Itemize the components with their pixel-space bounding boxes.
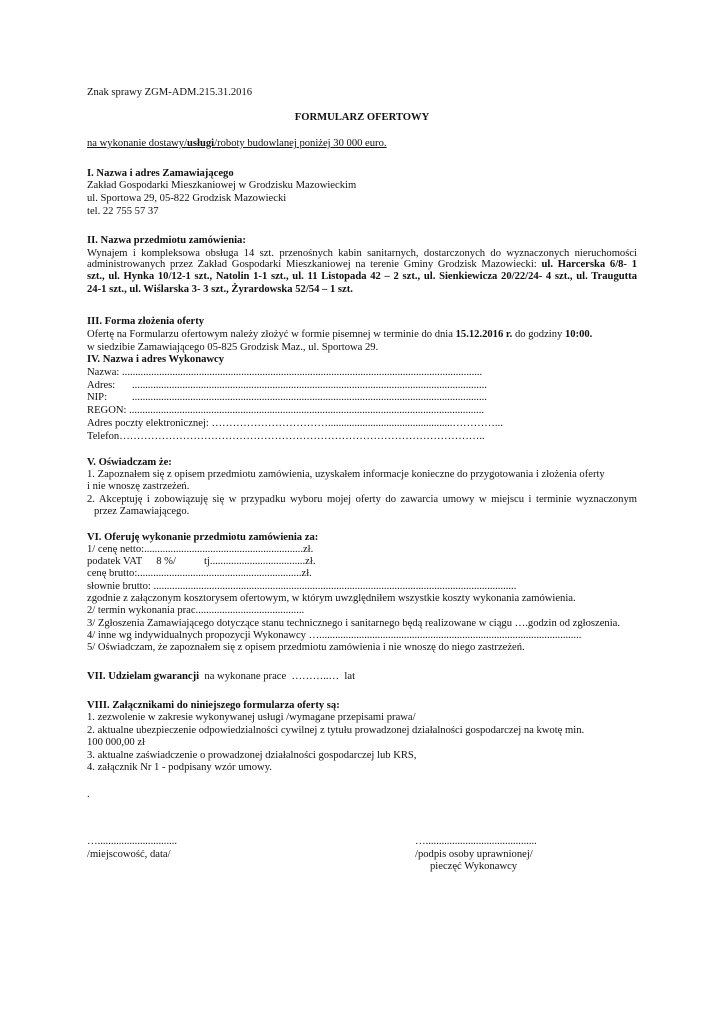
contractor-regon-field[interactable]: REGON: ...................................................................................................................................... [87,405,484,416]
section-8-heading: VIII. Załącznikami do niniejszego formularza oferty są: [87,700,340,711]
buyer-name: Zakład Gospodarki Mieszkaniowej w Grodzisku Mazowieckim [87,180,357,191]
section-5-heading: V. Oświadczam że: [87,457,172,468]
signature-field[interactable]: ….......................................... [415,836,537,847]
place-date-label: /miejscowość, data/ [87,849,171,860]
signature-label: /podpis osoby uprawnionej/ [415,849,533,860]
buyer-phone: tel. 22 755 57 37 [87,206,159,217]
subject-line-4: 24-1 szt., ul. Wiślarska 3- 3 szt., Żyrardowska 52/54 – 1 szt. [87,284,353,295]
no-objections-statement: 5/ Oświadczam, że zapoznałem się z opisem przedmiotu zamówienia i nie wnoszę do niego zastrzeżeń. [87,642,525,653]
submission-deadline: Ofertę na Formularzu ofertowym należy złożyć w formie pisemnej w terminie do dnia 15.12.2016 r. do godziny 10:00. [87,329,593,340]
case-reference: Znak sprawy ZGM-ADM.215.31.2016 [87,87,253,98]
attachment-item: 4. załącznik Nr 1 - podpisany wzór umowy. [87,762,272,773]
attachment-item: 1. zezwolenie w zakresie wykonywanej usługi /wymagane przepisami prawa/ [87,712,416,723]
attachment-item-cont: 100 000,00 zł [87,737,145,748]
contractor-nip-field[interactable]: NIP: ...................................................................................................................................... [87,392,487,403]
section-6-heading: VI. Oferuję wykonanie przedmiotu zamówienia za: [87,532,319,543]
section-3-heading: III. Forma złożenia oferty [87,316,205,327]
contractor-address-field[interactable]: Adres: ...................................................................................................................................... [87,380,487,391]
section-4-heading: IV. Nazwa i adres Wykonawcy [87,354,225,365]
cost-estimate-note: zgodnie z załączonym kosztorysem ofertowym, w którym uwzględniłem wszystkie koszty wykonania zamówienia. [87,593,576,604]
contractor-phone-field[interactable]: Telefon………………………………………………………………………………………….. [87,431,485,442]
section-2-heading: II. Nazwa przedmiotu zamówienia: [87,235,246,246]
section-1-heading: I. Nazwa i adres Zamawiającego [87,168,234,179]
form-subtitle: na wykonanie dostawy/usługi/roboty budowlanej poniżej 30 000 euro. [87,138,387,149]
response-time-field[interactable]: 3/ Zgłoszenia Zamawiającego dotyczące stanu technicznego i sanitarnego będą realizowane w ciągu ….godzin od zgłoszenia. [87,618,620,629]
attachment-item: 3. aktualne zaświadczenie o prowadzonej działalności gospodarczej lub KRS, [87,750,417,761]
vat-field[interactable]: podatek VAT 8 %/ tj....................................zł. [87,556,316,567]
gross-in-words-field[interactable]: słownie brutto: ......................................................................................................................................... [87,581,517,592]
stamp-label: pieczęć Wykonawcy [430,861,518,872]
net-price-field[interactable]: 1/ cenę netto:............................................................zł. [87,544,314,555]
declaration-1-cont: i nie wnoszę zastrzeżeń. [87,481,190,492]
declaration-2-cont: przez Zamawiającego. [94,506,190,517]
subject-line-2: administrowanych przez Zakład Gospodarki Mieszkaniowej na terenie Gminy Grodzisk Mazowiecki: ul. Harcerska 6/8- 1 [87,259,637,270]
completion-date-field[interactable]: 2/ termin wykonania prac......................................... [87,605,305,616]
contractor-email-field[interactable]: Adres poczty elektronicznej: ……………………………...............................................…………... [87,418,503,429]
declaration-1: 1. Zapoznałem się z opisem przedmiotu zamówienia, uzyskałem informacje konieczne do przygotowania i złożenia oferty [87,469,605,480]
submission-place: w siedzibie Zamawiającego 05-825 Grodzisk Maz., ul. Sportowa 29. [87,342,379,353]
place-date-field[interactable]: ….............................. [87,836,178,847]
buyer-address: ul. Sportowa 29, 05-822 Grodzisk Mazowiecki [87,193,287,204]
form-title: FORMULARZ OFERTOWY [294,112,430,123]
gross-price-field[interactable]: cenę brutto:..............................................................zł. [87,568,312,579]
warranty-field[interactable]: VII. Udzielam gwarancji na wykonane prace ………..… lat [87,671,356,682]
subject-line-1: Wynajem i kompleksowa obsługa 14 szt. przenośnych kabin sanitarnych, dostarczonych do wyznaczonych nieruchomości [87,248,637,259]
attachment-item: 2. aktualne ubezpieczenie odpowiedzialności cywilnej z tytułu prowadzonej działalności gospodarczej na kwotę min. [87,725,585,736]
contractor-name-field[interactable]: Nazwa: ........................................................................................................................................ [87,367,483,378]
stray-dot: . [87,789,90,800]
other-proposals-field[interactable]: 4/ inne wg indywidualnych propozycji Wykonawcy …................................................................................................... [87,630,582,641]
subject-line-3: szt., ul. Hynka 10/12-1 szt., Natolin 1-1 szt., ul. 11 Listopada 42 – 2 szt., ul. Sienkiewicza 20/22/24- 4 szt., ul. Traugutta [87,271,637,282]
declaration-2: 2. Akceptuję i zobowiązuję się w przypadku wyboru mojej oferty do zawarcia umowy w miejscu i terminie wyznaczonym [87,494,637,505]
